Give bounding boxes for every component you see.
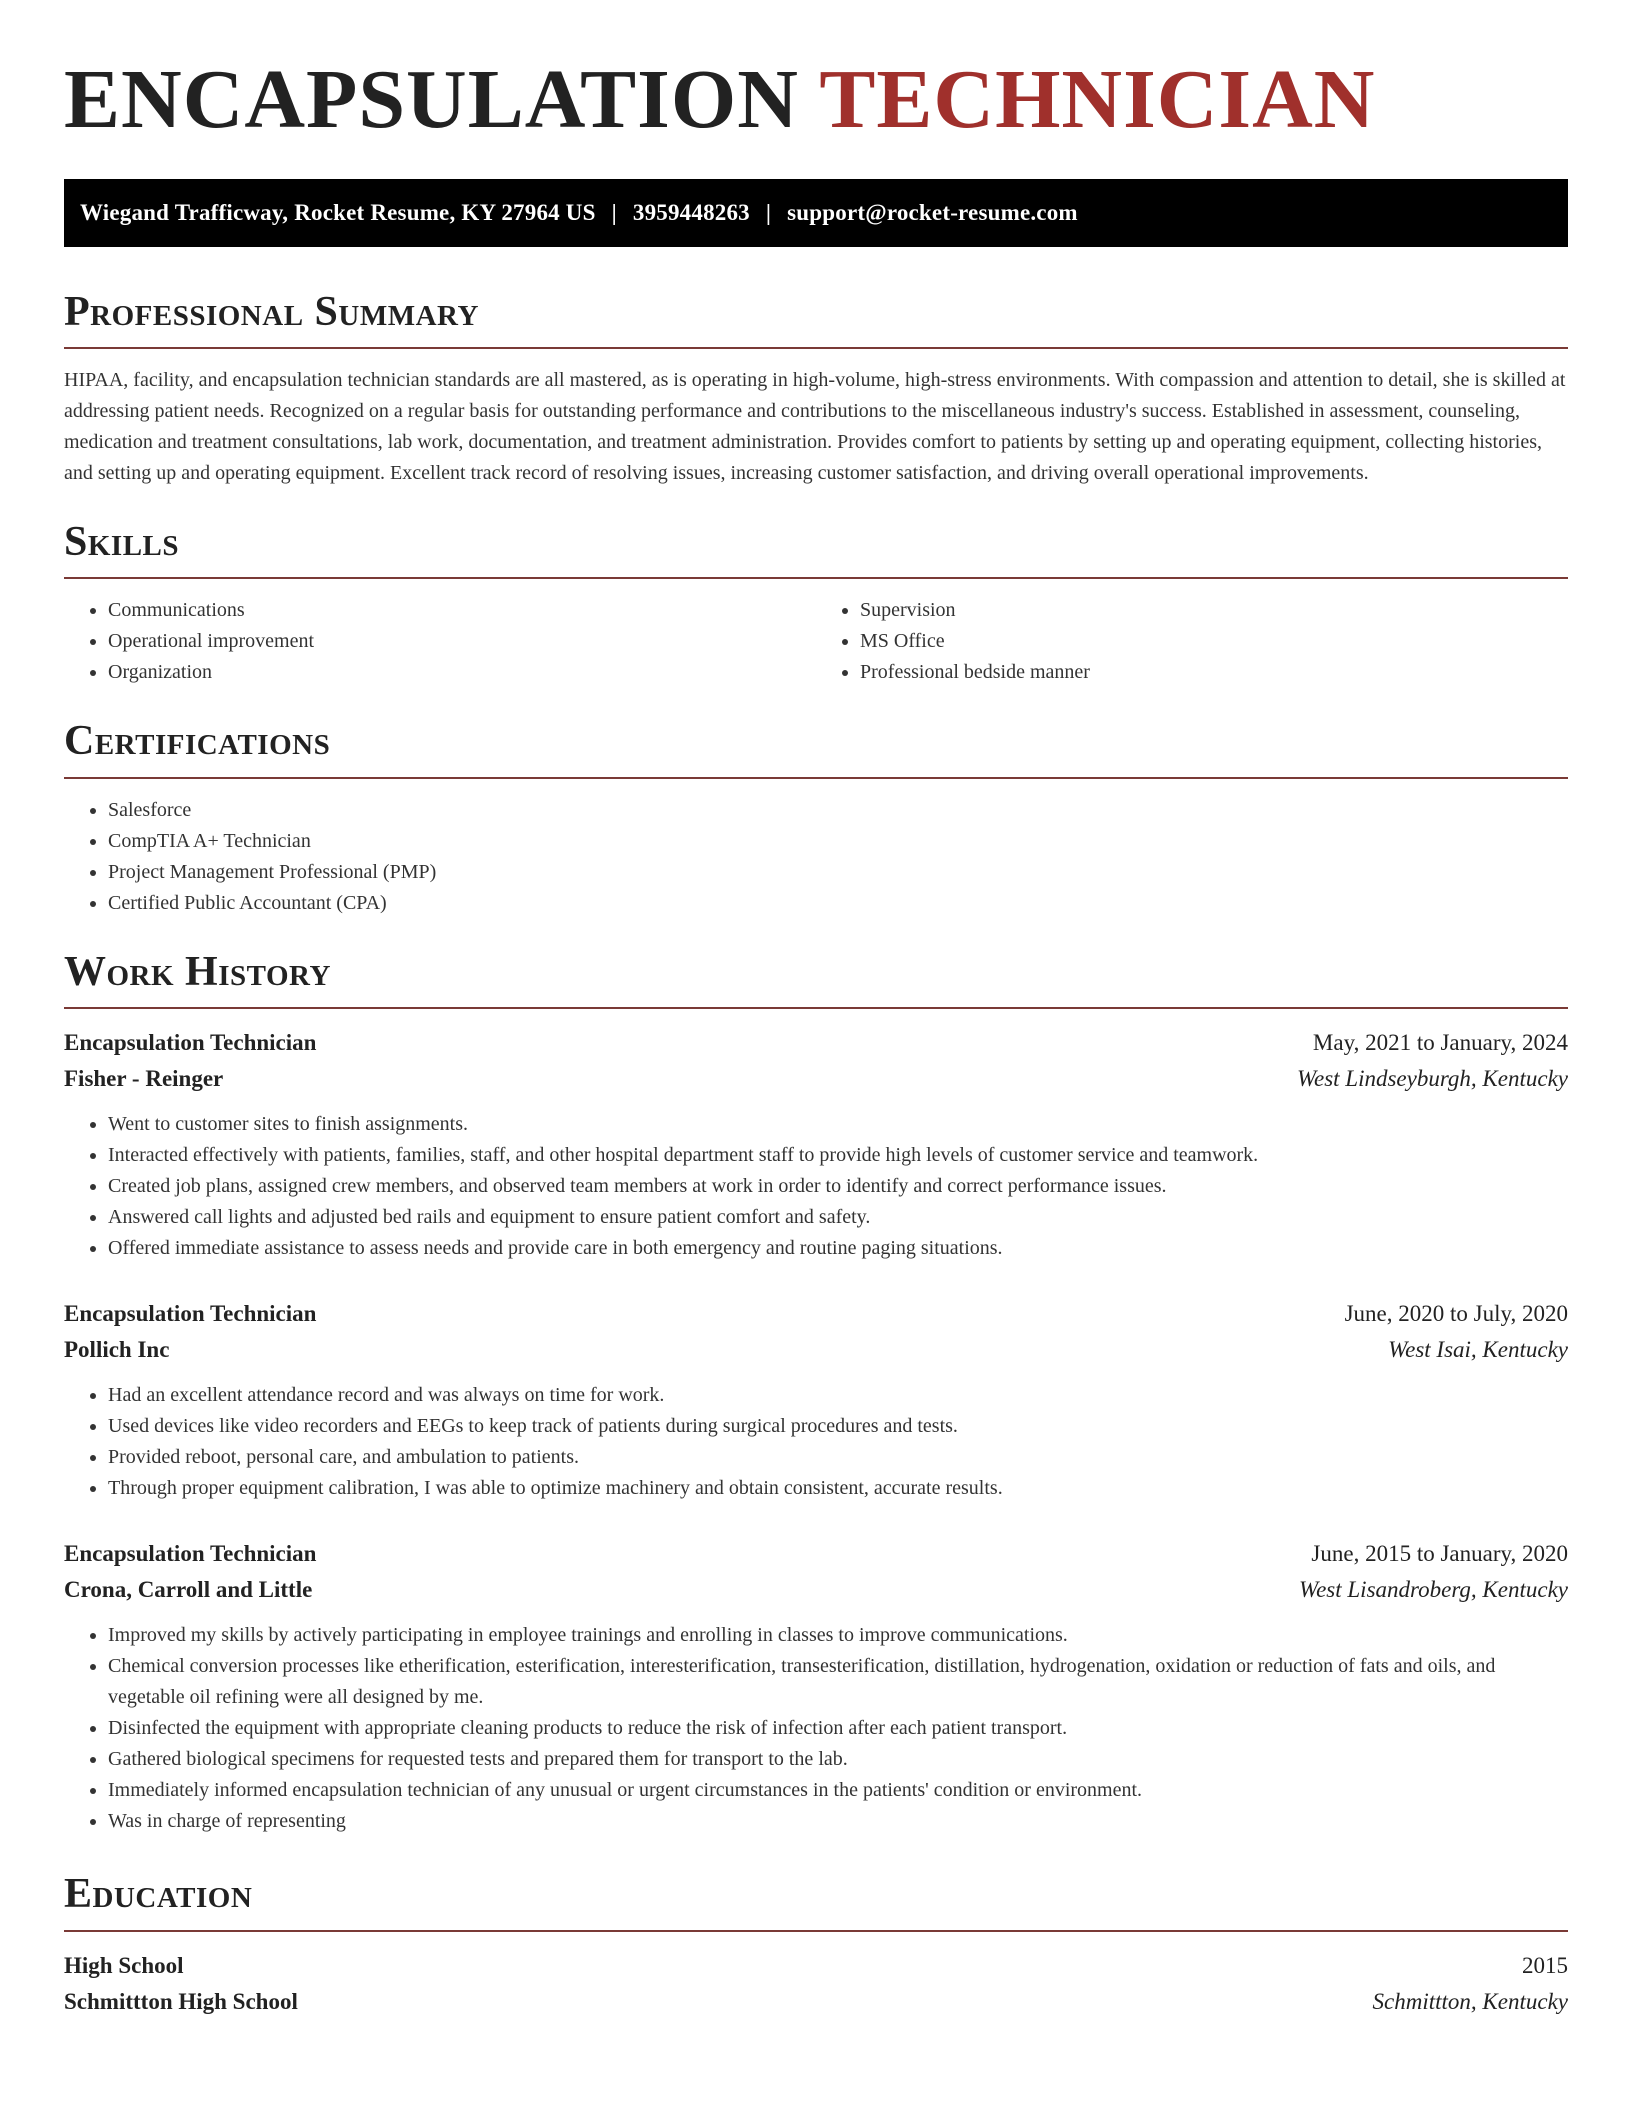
contact-email: support@rocket-resume.com (787, 199, 1078, 225)
job-bullet: • Improved my skills by actively participating in employee trainings and enrolling in classes to improve communications. (108, 1620, 1568, 1651)
education-entry (64, 1948, 1568, 2020)
education-degree: High School (64, 1952, 184, 1978)
certification-item: • Project Management Professional (PMP) (108, 857, 1568, 888)
job-dates: May, 2021 to January, 2024 (1312, 1030, 1568, 1056)
education-header-row (64, 1948, 1568, 1984)
section-divider (64, 347, 1568, 349)
job-bullet: • Provided reboot, personal care, and ambulation to patients. (108, 1442, 1568, 1473)
work-history-section (64, 947, 1568, 1837)
education-section (64, 1869, 1568, 2019)
contact-separator: | (611, 199, 617, 225)
section-divider (64, 577, 1568, 579)
certifications-section (64, 716, 1568, 918)
job-company-row (64, 1572, 1568, 1608)
job-entry (64, 1536, 1568, 1837)
skill-item: • MS Office (860, 626, 1568, 657)
education-school: Schmittton High School (64, 1988, 298, 2014)
job-bullet: • Went to customer sites to finish assignments. (108, 1109, 1568, 1140)
education-school-row (64, 1984, 1568, 2020)
skills-title: Skills (64, 518, 180, 565)
resume-name (64, 52, 1568, 149)
job-title: Encapsulation Technician (64, 1541, 317, 1567)
certification-item: • Certified Public Accountant (CPA) (108, 888, 1568, 919)
job-bullet: • Created job plans, assigned crew members, and observed team members at work in order to identify and correct performance issues. (108, 1171, 1568, 1202)
job-bullet: • Offered immediate assistance to assess needs and provide care in both emergency and routine paging situations. (108, 1233, 1568, 1264)
section-divider (64, 777, 1568, 779)
contact-separator: | (765, 199, 772, 225)
education-location: Schmittton, Kentucky (1372, 1988, 1568, 2014)
skills-list-right (816, 595, 1568, 688)
job-company: Crona, Carroll and Little (64, 1577, 313, 1603)
job-location: West Isai, Kentucky (1388, 1337, 1568, 1363)
job-title: Encapsulation Technician (64, 1301, 317, 1327)
job-entry (64, 1025, 1568, 1264)
job-header-row (64, 1296, 1568, 1332)
job-company-row (64, 1061, 1568, 1097)
contact-bar (64, 179, 1568, 247)
job-bullet: • Immediately informed encapsulation technician of any unusual or urgent circumstances in the patients' condition or environment. (108, 1775, 1568, 1806)
name-last: TECHNICIAN (819, 53, 1376, 146)
skill-item: • Organization (108, 657, 816, 688)
job-company-row (64, 1332, 1568, 1368)
skill-item: • Operational improvement (108, 626, 816, 657)
work-history-title: Work History (64, 948, 331, 995)
certification-item: • CompTIA A+ Technician (108, 826, 1568, 857)
job-bullet: • Chemical conversion processes like etherification, esterification, interesterification, transesterification, distillation, hydrogenation, oxidation or reduction of fats and oils, and vegetable oil refining were all designed by me. (108, 1651, 1568, 1713)
education-year: 2015 (1522, 1952, 1568, 1978)
job-bullets (64, 1380, 1568, 1504)
job-entry (64, 1296, 1568, 1504)
job-dates: June, 2020 to July, 2020 (1344, 1301, 1568, 1327)
section-divider (64, 1930, 1568, 1932)
certifications-list (64, 795, 1568, 919)
job-bullet: • Used devices like video recorders and EEGs to keep track of patients during surgical procedures and tests. (108, 1411, 1568, 1442)
job-company: Pollich Inc (64, 1337, 170, 1363)
education-title: Education (64, 1871, 253, 1918)
job-header-row (64, 1536, 1568, 1572)
contact-address: Wiegand Trafficway, Rocket Resume, KY 27964 US (80, 199, 596, 225)
job-location: West Lisandroberg, Kentucky (1299, 1577, 1568, 1603)
job-bullets (64, 1109, 1568, 1264)
job-bullet: • Disinfected the equipment with appropriate cleaning products to reduce the risk of infection after each patient transport. (108, 1713, 1568, 1744)
job-bullets (64, 1620, 1568, 1837)
job-bullet: • Was in charge of representing (108, 1806, 1568, 1837)
summary-title: Professional Summary (64, 288, 479, 335)
job-header-row (64, 1025, 1568, 1061)
job-location: West Lindseyburgh, Kentucky (1296, 1066, 1568, 1092)
skill-item: • Communications (108, 595, 816, 626)
certification-item: • Salesforce (108, 795, 1568, 826)
job-bullet: • Through proper equipment calibration, I was able to optimize machinery and obtain consistent, accurate results. (108, 1473, 1568, 1504)
job-bullet: • Had an excellent attendance record and was always on time for work. (108, 1380, 1568, 1411)
certifications-title: Certifications (64, 718, 331, 765)
job-bullet: • Gathered biological specimens for requested tests and prepared them for transport to the lab. (108, 1744, 1568, 1775)
skills-list-left (64, 595, 816, 688)
job-bullet: • Interacted effectively with patients, families, staff, and other hospital department staff to provide high levels of customer service and teamwork. (108, 1140, 1568, 1171)
skill-item: • Supervision (860, 595, 1568, 626)
name-first: ENCAPSULATION (64, 53, 799, 146)
job-title: Encapsulation Technician (64, 1030, 317, 1056)
skill-item: • Professional bedside manner (860, 657, 1568, 688)
summary-section (64, 287, 1568, 489)
summary-text: HIPAA, facility, and encapsulation technician standards are all mastered, as is operating in high-volume, high-stress environments. With compassion and attention to detail, she is skilled at addressing patient needs. Recognized on a regular basis for outstanding performance and contributions to the miscellaneous industry's success. Established in assessment, counseling, medication and treatment consultations, lab work, documentation, and treatment administration. Provides comfort to patients by setting up and operating equipment, collecting histories, and setting up and operating equipment. Excellent track record of resolving issues, increasing customer satisfaction, and driving overall operational improvements. (64, 368, 1566, 484)
job-dates: June, 2015 to January, 2020 (1311, 1541, 1568, 1567)
skills-grid (64, 595, 1568, 688)
skills-section (64, 517, 1568, 688)
job-company: Fisher - Reinger (64, 1066, 224, 1092)
job-bullet: • Answered call lights and adjusted bed rails and equipment to ensure patient comfort and safety. (108, 1202, 1568, 1233)
contact-phone: 3959448263 (632, 199, 750, 225)
section-divider (64, 1007, 1568, 1009)
